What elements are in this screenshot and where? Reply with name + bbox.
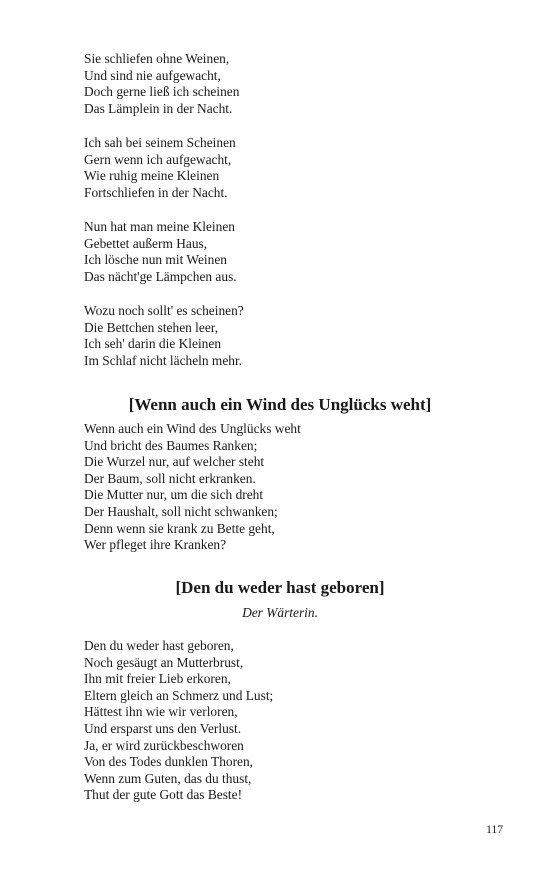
poem1-stanza-3 (84, 219, 484, 285)
verse-line: Der Baum, soll nicht erkranken. (84, 470, 256, 486)
poem2-title: [Wenn auch ein Wind des Unglücks weht] (128, 395, 432, 414)
verse-line: Und ersparst uns den Verlust. (84, 720, 242, 736)
verse-line: Und bricht des Baumes Ranken; (84, 437, 258, 453)
verse-line: Das Lämplein in der Nacht. (84, 100, 233, 116)
verse-line: Ich seh' darin die Kleinen (84, 336, 222, 352)
poem3-title: [Den du weder hast geboren] (175, 578, 385, 597)
verse-line: Ihn mit freier Lieb erkoren, (84, 671, 231, 687)
verse-line: Hättest ihn wie wir verloren, (84, 704, 238, 720)
verse-line: Wer pfleget ihre Kranken? (84, 537, 227, 553)
verse-line: Fortschliefen in der Nacht. (84, 184, 228, 200)
verse-line: Thut der gute Gott das Beste! (84, 787, 243, 803)
verse-line: Gebettet außerm Haus, (84, 235, 208, 251)
verse-line: Der Haushalt, soll nicht schwanken; (84, 503, 278, 519)
poem1-stanza-4 (84, 303, 484, 369)
verse-line: Eltern gleich an Schmerz und Lust; (84, 687, 274, 703)
verse-line: Ja, er wird zurückbeschworen (84, 737, 244, 753)
verse-line: Noch gesäugt an Mutterbrust, (84, 654, 244, 670)
poem3-dedication: Der Wärterin. (242, 605, 318, 620)
verse-line: Doch gerne ließ ich scheinen (84, 84, 240, 100)
verse-line: Von des Todes dunklen Thoren, (84, 754, 254, 770)
poem2-body (84, 421, 484, 554)
verse-line: Wie ruhig meine Kleinen (84, 168, 220, 184)
verse-line: Ich lösche nun mit Weinen (84, 252, 227, 268)
verse-line: Die Wurzel nur, auf welcher steht (84, 454, 265, 470)
verse-line: Das nächt'ge Lämpchen aus. (84, 268, 237, 284)
verse-line: Gern wenn ich aufgewacht, (84, 151, 232, 167)
verse-line: Wenn auch ein Wind des Unglücks weht (84, 421, 301, 436)
verse-line: Die Mutter nur, um die sich dreht (84, 487, 264, 503)
verse-line: Wozu noch sollt' es scheinen? (84, 303, 244, 318)
verse-line: Und sind nie aufgewacht, (84, 67, 221, 83)
verse-line: Im Schlaf nicht lächeln mehr. (84, 352, 243, 368)
verse-line: Die Bettchen stehen leer, (84, 319, 219, 335)
page-number: 117 (486, 824, 503, 836)
verse-line: Wenn zum Guten, das du thust, (84, 770, 252, 786)
verse-line: Sie schliefen ohne Weinen, (84, 51, 230, 66)
poem3-body (84, 638, 484, 804)
verse-line: Denn wenn sie krank zu Bette geht, (84, 520, 275, 536)
poem1-stanza-2 (84, 135, 484, 201)
poem1-stanza-1 (84, 51, 484, 117)
verse-line: Den du weder hast geboren, (84, 638, 234, 653)
verse-line: Nun hat man meine Kleinen (84, 219, 235, 234)
verse-line: Ich sah bei seinem Scheinen (84, 135, 236, 150)
